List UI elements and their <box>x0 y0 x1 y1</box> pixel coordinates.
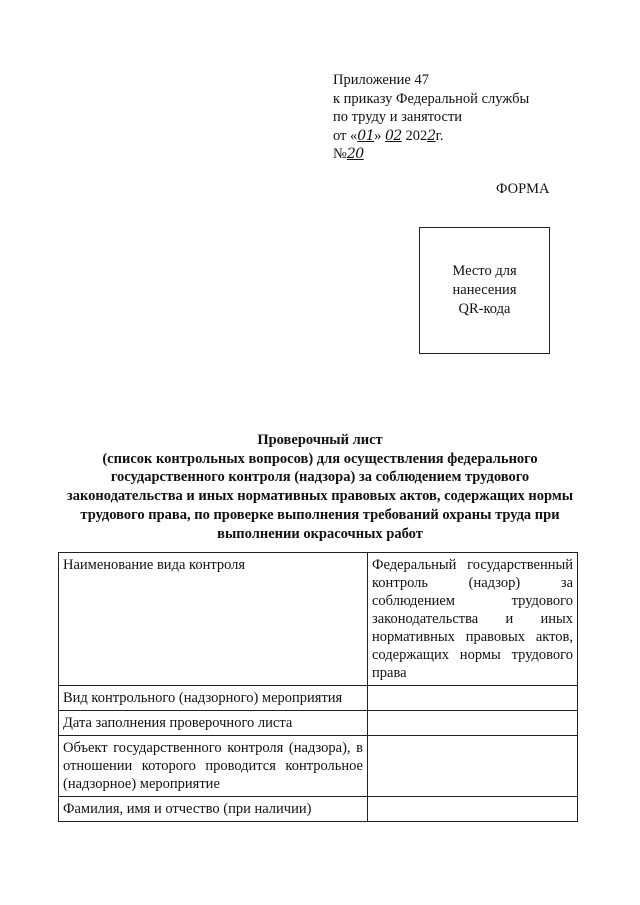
title-line3: государственного контроля (надзора) за соблюдением трудового <box>110 469 530 486</box>
table-row <box>59 711 578 736</box>
order-number <box>333 145 529 164</box>
checklist-info-table <box>58 552 578 822</box>
number-prefix: № <box>333 146 347 163</box>
order-date <box>333 127 529 146</box>
row-value: Федеральный государственный контроль (надзор) за соблюдением трудового законодательства и иных нормативных правовых актов, содержащих нормы трудового права <box>368 553 578 686</box>
document-title <box>40 431 600 543</box>
date-mid: » <box>374 127 385 144</box>
qr-text-line1: Место для <box>452 263 517 279</box>
row-label: Фамилия, имя и отчество (при наличии) <box>59 797 368 822</box>
row-label: Вид контрольного (надзорного) мероприятия <box>59 686 368 711</box>
row-value <box>368 736 578 797</box>
row-value <box>368 797 578 822</box>
date-day-handwritten: 01 <box>357 127 375 144</box>
date-month-handwritten: 02 <box>384 127 402 144</box>
appendix-title: Приложение 47 <box>333 72 429 88</box>
table-row <box>59 553 578 686</box>
date-suffix: г. <box>435 127 444 144</box>
date-year-digit-handwritten: 2 <box>427 127 436 144</box>
title-line6: выполнении окрасочных работ <box>217 525 423 542</box>
form-label: ФОРМА <box>496 181 550 197</box>
qr-code-placeholder <box>419 227 550 354</box>
row-value <box>368 711 578 736</box>
table-row <box>59 797 578 822</box>
qr-text-line3: QR-кода <box>458 301 511 317</box>
row-label: Наименование вида контроля <box>59 553 368 686</box>
number-handwritten: 20 <box>346 146 364 163</box>
row-value <box>368 686 578 711</box>
appendix-header <box>333 71 529 164</box>
date-year-prefix: 202 <box>401 127 428 144</box>
title-line4: законодательства и иных нормативных правовых актов, содержащих нормы <box>66 488 574 505</box>
title-line5: трудового права, по проверке выполнения требований охраны труда при <box>80 506 560 523</box>
title-line1: Проверочный лист <box>257 432 383 448</box>
title-line2: (список контрольных вопросов) для осуществления федерального <box>102 450 538 467</box>
qr-text-line2: нанесения <box>452 282 517 298</box>
order-reference: к приказу Федеральной службы <box>333 90 530 107</box>
row-label: Дата заполнения проверочного листа <box>59 711 368 736</box>
table-row <box>59 686 578 711</box>
date-prefix: от « <box>333 127 358 144</box>
order-agency: по труду и занятости <box>333 109 463 126</box>
table-row <box>59 736 578 797</box>
row-label: Объект государственного контроля (надзора), в отношении которого проводится контрольное (надзорное) мероприятие <box>59 736 368 797</box>
